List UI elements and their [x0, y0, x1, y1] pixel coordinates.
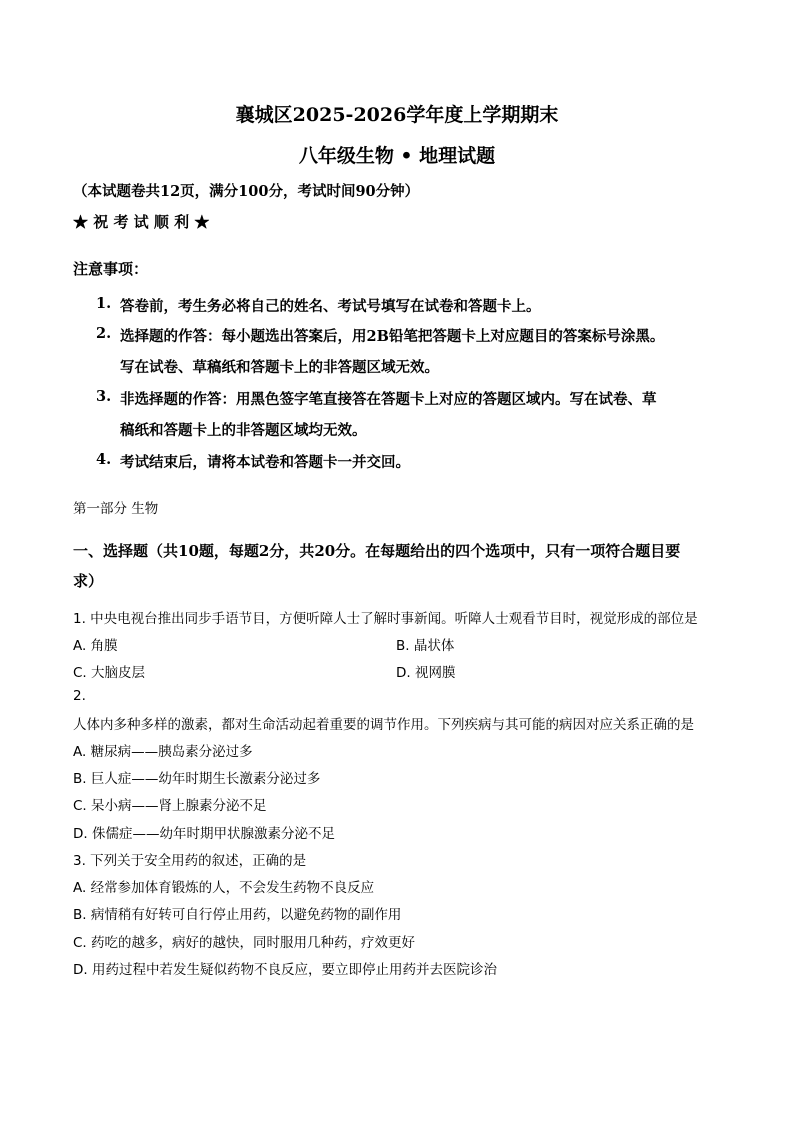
question-1-stem: 1. 中央电视台推出同步手语节目，方便听障人士了解时事新闻。听障人士观看节目时，视觉形成的部位是 [73, 611, 698, 627]
notice-item-text: 非选择题的作答：用黑色签字笔直接答在答题卡上对应的答题区域内。写在试卷、草 [120, 391, 657, 408]
question-2-option-a: A. 糖尿病——胰岛素分泌过多 [73, 744, 253, 760]
notice-item-text: 写在试卷、草稿纸和答题卡上的非答题区域无效。 [120, 359, 439, 376]
section-heading-cont: 求） [73, 572, 104, 590]
question-3-option-b: B. 病情稍有好转可自行停止用药，以避免药物的副作用 [73, 907, 402, 923]
question-3-stem: 3. 下列关于安全用药的叙述，正确的是 [73, 853, 307, 869]
exam-subtitle: 八年级生物 • 地理试题 [298, 145, 496, 167]
question-2-number: 2. [73, 688, 86, 704]
notice-item-number: 1. [96, 295, 112, 312]
notice-heading: 注意事项： [73, 260, 149, 278]
question-1-option-b: B. 晶状体 [396, 638, 455, 654]
section-heading: 一、选择题（共10题，每题2分，共20分。在每题给出的四个选项中，只有一项符合题目要 [73, 542, 681, 560]
question-2-option-b: B. 巨人症——幼年时期生长激素分泌过多 [73, 771, 321, 787]
notice-item-text: 答卷前，考生务必将自己的姓名、考试号填写在试卷和答题卡上。 [120, 298, 541, 315]
question-2-stem: 人体内多种多样的激素，都对生命活动起着重要的调节作用。下列疾病与其可能的病因对应关系正确的是 [73, 717, 694, 733]
notice-item-text: 选择题的作答：每小题选出答案后，用2B铅笔把答题卡上对应题目的答案标号涂黑。 [120, 328, 665, 345]
notice-item-number: 4. [96, 451, 112, 468]
part-heading: 第一部分 生物 [73, 501, 159, 517]
notice-item-text: 稿纸和答题卡上的非答题区域均无效。 [120, 422, 367, 439]
question-3-option-c: C. 药吃的越多，病好的越快，同时服用几种药，疗效更好 [73, 935, 416, 951]
question-3-option-a: A. 经常参加体育锻炼的人，不会发生药物不良反应 [73, 880, 375, 896]
question-2-option-c: C. 呆小病——肾上腺素分泌不足 [73, 798, 267, 814]
question-1-option-c: C. 大脑皮层 [73, 665, 146, 681]
exam-meta: （本试题卷共12页，满分100分，考试时间90分钟） [73, 183, 420, 200]
exam-title: 襄城区2025-2026学年度上学期期末 [235, 104, 559, 126]
question-2-option-d: D. 侏儒症——幼年时期甲状腺激素分泌不足 [73, 826, 335, 842]
question-1-option-a: A. 角膜 [73, 638, 118, 654]
notice-item-text: 考试结束后，请将本试卷和答题卡一并交回。 [120, 454, 410, 471]
notice-item-number: 3. [96, 388, 112, 405]
question-3-option-d: D. 用药过程中若发生疑似药物不良反应，要立即停止用药并去医院诊治 [73, 962, 497, 978]
exam-blessing: ★ 祝 考 试 顺 利 ★ [73, 213, 210, 231]
notice-item-number: 2. [96, 325, 112, 342]
question-1-option-d: D. 视网膜 [396, 665, 456, 681]
